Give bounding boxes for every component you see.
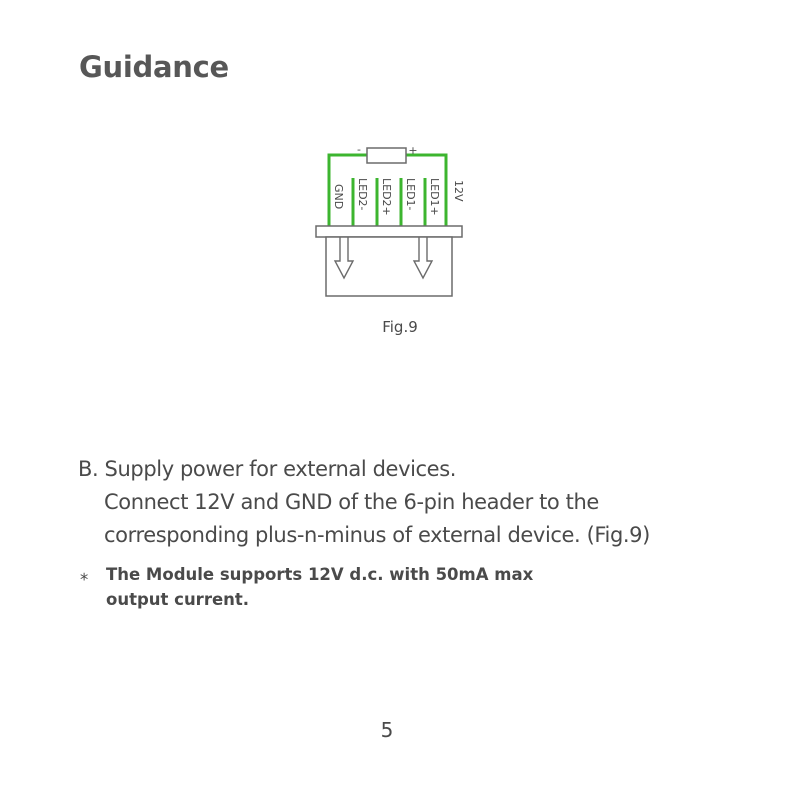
figure-caption: Fig.9 [382,318,418,336]
pin-label-12v: 12V [452,180,465,202]
pin-label-led2-minus: LED2- [356,178,369,211]
asterisk-icon: ⁎ [80,565,89,584]
spec-note [80,562,680,612]
note-line: output current. [106,590,250,609]
pin-label-led1-minus: LED1- [404,178,417,211]
note-line: The Module supports 12V d.c. with 50mA max [106,565,534,584]
section-heading: Guidance [79,50,229,84]
pin-label-gnd: GND [332,184,345,210]
step-detail-line: corresponding plus-n-minus of external device. (Fig.9) [104,523,650,547]
load-resistor [367,148,406,163]
pin-label-led2-plus: LED2+ [380,178,393,216]
instruction-step [78,453,778,552]
connector-flange [316,226,462,237]
page-number: 5 [380,718,394,742]
connector-body [326,237,452,296]
polarity-minus: - [357,143,361,156]
pin-header-diagram [300,138,500,308]
pin-label-led1-plus: LED1+ [428,178,441,216]
polarity-plus: + [408,144,418,157]
step-title: B. Supply power for external devices. [78,457,457,481]
step-detail-line: Connect 12V and GND of the 6-pin header to the [104,490,599,514]
